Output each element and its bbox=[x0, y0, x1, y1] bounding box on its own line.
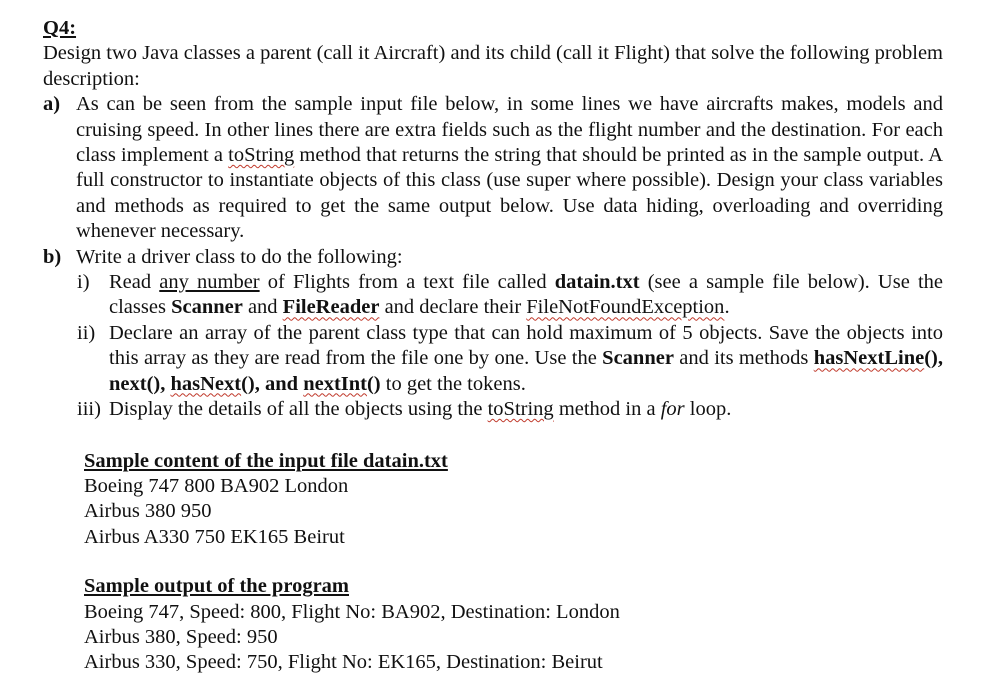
part-b-i-label: i) bbox=[77, 271, 90, 294]
method-separator: (), and bbox=[241, 372, 304, 395]
part-b-ii-label: ii) bbox=[77, 321, 96, 344]
part-b-i bbox=[43, 270, 943, 321]
part-a-text-2: method that returns the string that should be printed as in the sample output. A full constructor to instantiate objects of this class (use super where possible). Design your class variables and methods as required to get the same output below. Use data hiding, overloading and overriding whenever necessary. bbox=[76, 144, 943, 243]
filereader-class: FileReader bbox=[282, 296, 380, 319]
method-hasnext: hasNext bbox=[170, 372, 242, 395]
method-hasnextline: hasNextLine bbox=[813, 347, 925, 370]
question-intro: Design two Java classes a parent (call it Aircraft) and its child (call it Flight) that solve the following problem description: bbox=[43, 42, 943, 90]
part-a bbox=[43, 92, 943, 244]
method-nextint-parens: () bbox=[366, 372, 381, 395]
scanner-class: Scanner bbox=[602, 347, 674, 370]
part-b-ii bbox=[43, 321, 943, 397]
tostring-method: toString bbox=[487, 398, 554, 421]
part-b-i-text-2: of Flights from a text file called bbox=[259, 271, 555, 294]
sample-output-block bbox=[84, 574, 943, 676]
for-keyword: for bbox=[660, 398, 685, 421]
part-b-i-text-1: Read bbox=[109, 271, 160, 294]
part-b-iii-text-3: loop. bbox=[684, 398, 732, 421]
any-number-text: any number bbox=[159, 271, 260, 294]
scanner-class: Scanner bbox=[171, 296, 243, 319]
part-b-i-text-5: and declare their bbox=[379, 296, 527, 319]
sample-output-heading: Sample output of the program bbox=[84, 575, 349, 598]
part-b-iii-label: iii) bbox=[77, 398, 101, 421]
part-a-text-1: As can be seen from the sample input file below, in some lines we have aircrafts makes, models and cruising speed. In other lines there are extra fields such as the flight number and the destination. For each class implement a bbox=[76, 93, 943, 167]
part-b-iii-text-2: method in a bbox=[553, 398, 661, 421]
part-b-ii-text-2: and its methods bbox=[673, 347, 814, 370]
part-b-i-text-3: (see a sample file below). Use the classes bbox=[109, 271, 943, 319]
sample-output-line: Airbus 380, Speed: 950 bbox=[84, 625, 278, 648]
question-label: Q4: bbox=[43, 17, 77, 39]
part-a-label: a) bbox=[43, 93, 61, 116]
method-nextint: nextInt bbox=[303, 372, 367, 395]
method-next: (), next(), bbox=[109, 347, 943, 395]
part-b-iii bbox=[43, 397, 943, 422]
part-b bbox=[43, 245, 943, 270]
sample-input-line: Boeing 747 800 BA902 London bbox=[84, 474, 349, 497]
sample-input-heading: Sample content of the input file datain.txt bbox=[84, 449, 448, 472]
sample-output-line: Boeing 747, Speed: 800, Flight No: BA902, Destination: London bbox=[84, 600, 620, 623]
question-document bbox=[43, 16, 943, 676]
part-b-ii-text-3: to get the tokens. bbox=[380, 372, 526, 395]
datain-filename: datain.txt bbox=[554, 271, 640, 294]
sample-output-line: Airbus 330, Speed: 750, Flight No: EK165, Destination: Beirut bbox=[84, 651, 603, 674]
sample-input-block bbox=[84, 449, 943, 551]
part-b-iii-text-1: Display the details of all the objects using the bbox=[109, 398, 488, 421]
sample-input-line: Airbus 380 950 bbox=[84, 500, 212, 523]
part-b-i-text-4: and bbox=[242, 296, 283, 319]
sample-input-line: Airbus A330 750 EK165 Beirut bbox=[84, 525, 345, 548]
part-b-ii-text-1: Declare an array of the parent class type that can hold maximum of 5 objects. Save the objects into this array as they are read from the file one by one. Use the bbox=[109, 321, 943, 370]
part-b-i-text-6: . bbox=[724, 296, 730, 319]
exception-class: FileNotFoundException bbox=[526, 296, 725, 319]
part-b-label: b) bbox=[43, 245, 62, 268]
part-b-text: Write a driver class to do the following: bbox=[76, 245, 403, 268]
part-a-tostring: toString bbox=[228, 144, 295, 167]
